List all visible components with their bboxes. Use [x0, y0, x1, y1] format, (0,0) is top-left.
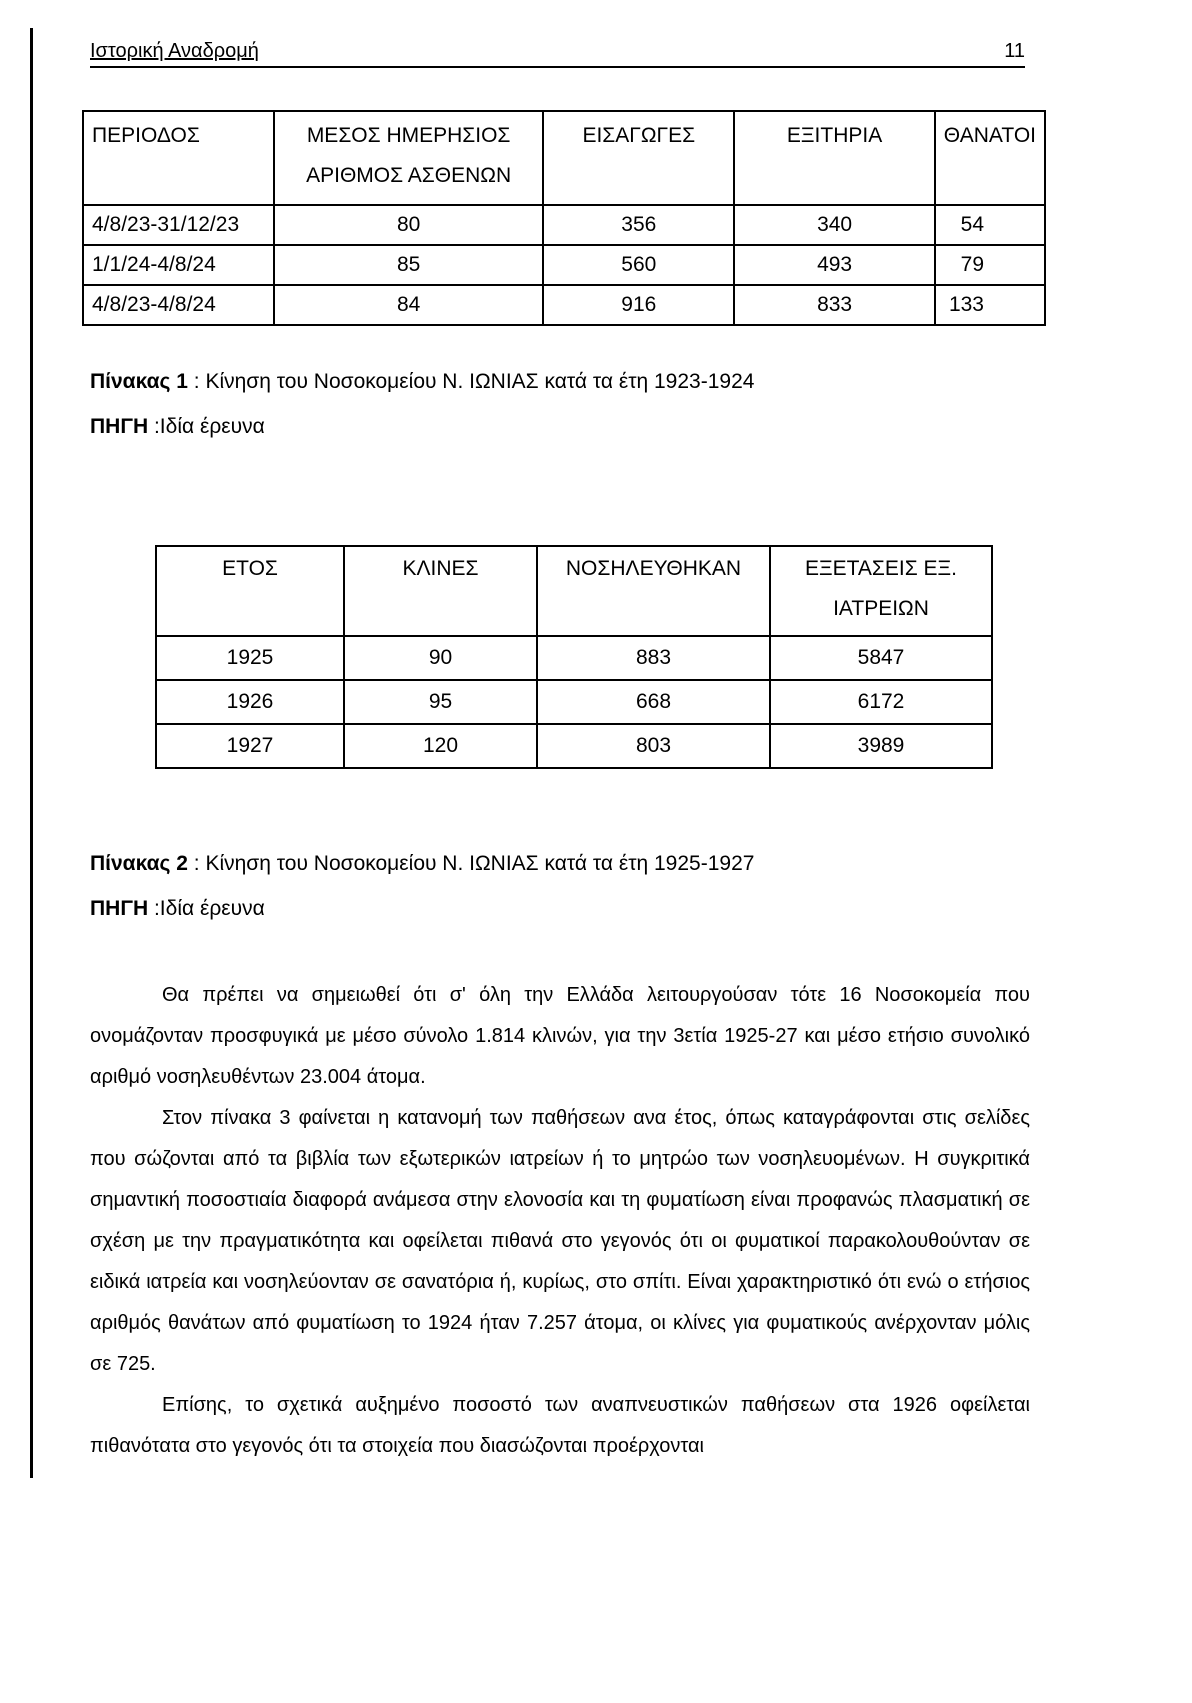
table-row	[156, 680, 992, 724]
header-title: Ιστορική Αναδρομή	[90, 40, 259, 62]
caption-label: Πίνακας 1	[90, 370, 188, 393]
caption-text: : Κίνηση του Νοσοκομείου Ν. ΙΩΝΙΑΣ κατά τα έτη 1925-1927	[187, 852, 755, 875]
column-header: ΚΛΙΝΕΣ	[344, 546, 537, 636]
table-cell: 5847	[770, 636, 992, 680]
table-cell: 133	[935, 285, 1045, 325]
table-cell: 79	[935, 245, 1045, 285]
column-header: ΠΕΡΙΟΔΟΣ	[83, 111, 274, 205]
table-cell: 493	[734, 245, 934, 285]
table-header-row	[156, 546, 992, 636]
table-row	[83, 245, 1045, 285]
table-cell: 4/8/23-31/12/23	[83, 205, 274, 245]
table-cell: 883	[537, 636, 770, 680]
table-cell: 916	[543, 285, 734, 325]
caption-label: Πίνακας 2	[90, 852, 188, 875]
body-text	[90, 975, 1030, 1467]
table-cell: 340	[734, 205, 934, 245]
table-cell: 80	[274, 205, 543, 245]
left-margin-rule	[30, 28, 33, 1478]
table-cell: 1927	[156, 724, 344, 768]
table-2-source	[90, 897, 265, 921]
table-cell: 85	[274, 245, 543, 285]
table-cell: 95	[344, 680, 537, 724]
table-2-caption	[90, 852, 754, 876]
page-number: 11	[1004, 40, 1025, 62]
table-cell: 120	[344, 724, 537, 768]
table-cell: 90	[344, 636, 537, 680]
table-cell: 668	[537, 680, 770, 724]
table-cell: 1/1/24-4/8/24	[83, 245, 274, 285]
table-row	[156, 724, 992, 768]
table-1-source	[90, 415, 265, 439]
hospital-movement-table-1923-1924	[82, 110, 1046, 326]
table-header-row	[83, 111, 1045, 205]
table-cell: 560	[543, 245, 734, 285]
table-row	[156, 636, 992, 680]
source-text: :Ιδία έρευνα	[148, 415, 265, 438]
table-cell: 1926	[156, 680, 344, 724]
table-cell: 3989	[770, 724, 992, 768]
column-header: ΕΞΙΤΗΡΙΑ	[734, 111, 934, 205]
paragraph: Θα πρέπει να σημειωθεί ότι σ' όλη την Ελλάδα λειτουργούσαν τότε 16 Νοσοκομεία που ονομάζονταν προσφυγικά με μέσο σύνολο 1.814 κλινών, για την 3ετία 1925-27 και μέσο ετήσιο συνολικό αριθμό νοσηλευθέντων 23.004 άτομα.	[90, 984, 1030, 1088]
table-row	[83, 205, 1045, 245]
source-label: ΠΗΓΗ	[90, 897, 149, 920]
page-header	[90, 40, 1025, 68]
table-cell: 54	[935, 205, 1045, 245]
column-header: ΕΞΕΤΑΣΕΙΣ ΕΞ. ΙΑΤΡΕΙΩΝ	[770, 546, 992, 636]
source-label: ΠΗΓΗ	[90, 415, 149, 438]
table-cell: 1925	[156, 636, 344, 680]
column-header: ΕΙΣΑΓΩΓΕΣ	[543, 111, 734, 205]
column-header: ΝΟΣΗΛΕΥΘΗΚΑΝ	[537, 546, 770, 636]
table-cell: 803	[537, 724, 770, 768]
paragraph: Επίσης, το σχετικά αυξημένο ποσοστό των αναπνευστικών παθήσεων στα 1926 οφείλεται πιθανότατα στο γεγονός ότι τα στοιχεία που διασώζονται προέρχονται	[90, 1394, 1030, 1457]
column-header: ΘΑΝΑΤΟΙ	[935, 111, 1045, 205]
column-header: ΕΤΟΣ	[156, 546, 344, 636]
column-header: ΜΕΣΟΣ ΗΜΕΡΗΣΙΟΣ ΑΡΙΘΜΟΣ ΑΣΘΕΝΩΝ	[274, 111, 543, 205]
table-cell: 833	[734, 285, 934, 325]
paragraph: Στον πίνακα 3 φαίνεται η κατανομή των παθήσεων ανα έτος, όπως καταγράφονται στις σελίδες που σώζονται από τα βιβλία των εξωτερικών ιατρείων ή το μητρώο των νοσηλευομένων. Η συγκριτικά σημαντική ποσοστιαία διαφορά ανάμεσα στην ελονοσία και τη φυματίωση είναι προφανώς πλασματική σε σχέση με την πραγματικότητα και οφείλεται πιθανά στο γεγονός ότι οι φυματικοί παρακολουθούνταν σε ειδικά ιατρεία και νοσηλεύονταν σε σανατόρια ή, κυρίως, στο σπίτι. Είναι χαρακτηριστικό ότι ενώ ο ετήσιος αριθμός θανάτων από φυματίωση το 1924 ήταν 7.257 άτομα, οι κλίνες για φυματικούς ανέρχονταν μόλις σε 725.	[90, 1107, 1030, 1375]
table-row	[83, 285, 1045, 325]
table-cell: 84	[274, 285, 543, 325]
caption-text: : Κίνηση του Νοσοκομείου Ν. ΙΩΝΙΑΣ κατά τα έτη 1923-1924	[187, 370, 755, 393]
table-cell: 356	[543, 205, 734, 245]
table-cell: 6172	[770, 680, 992, 724]
table-1-caption	[90, 370, 754, 394]
table-cell: 4/8/23-4/8/24	[83, 285, 274, 325]
source-text: :Ιδία έρευνα	[148, 897, 265, 920]
hospital-movement-table-1925-1927	[155, 545, 993, 769]
